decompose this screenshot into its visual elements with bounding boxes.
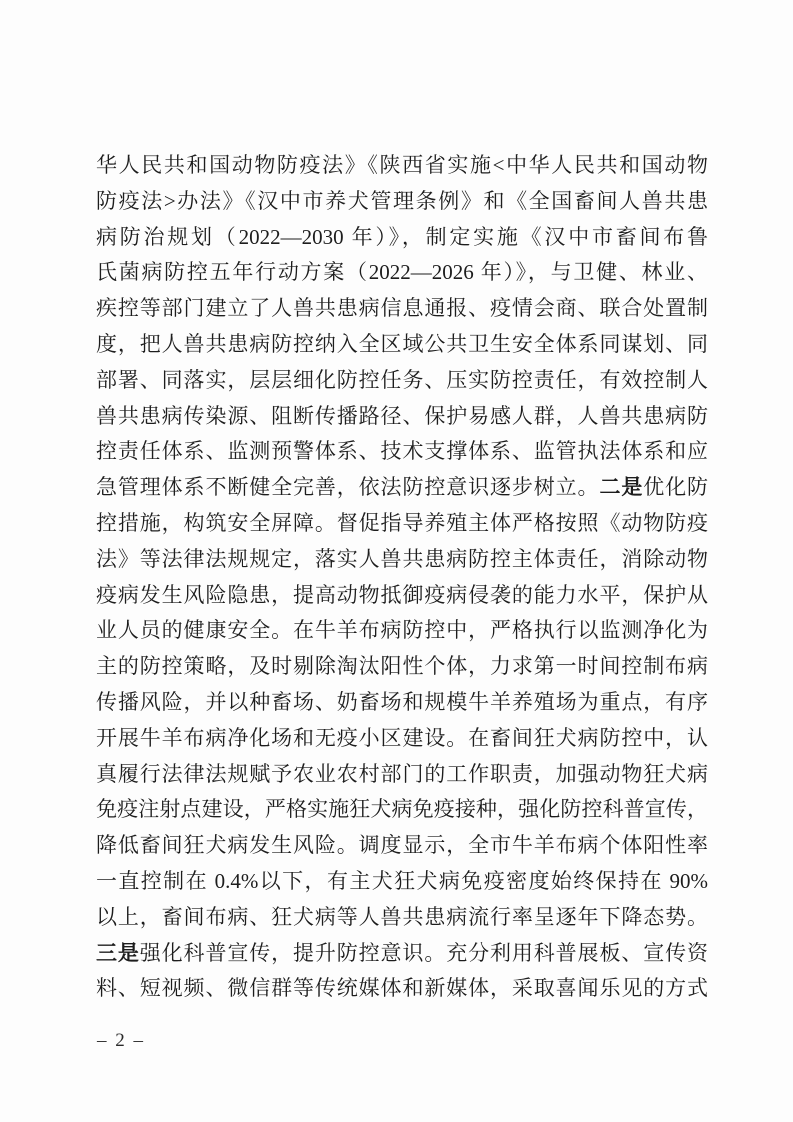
text-line — [96, 399, 708, 435]
text-line — [96, 542, 708, 578]
text-line — [96, 255, 708, 291]
text-line — [96, 721, 708, 757]
text-line — [96, 327, 708, 363]
body-text-segment: 氏菌病防控五年行动方案（2022—2026 年）》，与卫健、林业、 — [96, 260, 708, 285]
text-line — [96, 434, 708, 470]
body-text-segment: 传播风险，并以种畜场、奶畜场和规模牛羊养殖场为重点，有序 — [96, 689, 708, 714]
text-line — [96, 506, 708, 542]
body-text-segment: 急管理体系不断健全完善，依法防控意识逐步树立。 — [96, 475, 600, 500]
text-line — [96, 757, 708, 793]
body-text-segment: 部署、同落实，层层细化防控任务、压实防控责任，有效控制人 — [96, 367, 708, 392]
body-text-segment: 一直控制在 0.4%以下，有主犬狂犬病免疫密度始终保持在 90% — [96, 868, 708, 893]
text-line — [96, 685, 708, 721]
text-line — [96, 184, 708, 220]
emphasis-lead-in: 二是 — [599, 475, 644, 500]
body-text-segment: 防疫法>办法》《汉中市养犬管理条例》和《全国畜间人兽共患 — [96, 188, 708, 213]
body-text-segment: 开展牛羊布病净化场和无疫小区建设。在畜间狂犬病防控中，认 — [96, 725, 708, 750]
body-text-segment: 控措施，构筑安全屏障。督促指导养殖主体严格按照《动物防疫 — [96, 510, 708, 535]
body-text-segment: 强化科普宣传，提升防控意识。充分利用科普展板、宣传资 — [139, 940, 709, 965]
body-text-segment: 控责任体系、监测预警体系、技术支撑体系、监管执法体系和应 — [96, 439, 708, 464]
body-text-segment: 主的防控策略，及时剔除淘汰阳性个体，力求第一时间控制布病 — [96, 654, 708, 679]
body-text-segment: 法》等法律法规规定，落实人兽共患病防控主体责任，消除动物 — [96, 546, 708, 571]
text-line — [96, 578, 708, 614]
text-line — [96, 291, 708, 327]
body-text-segment: 降低畜间狂犬病发生风险。调度显示，全市牛羊布病个体阳性率 — [96, 833, 708, 858]
text-line — [96, 900, 708, 936]
body-text-segment: 以上，畜间布病、狂犬病等人兽共患病流行率呈逐年下降态势。 — [96, 904, 708, 929]
text-line — [96, 148, 708, 184]
body-text-segment: 免疫注射点建设，严格实施狂犬病免疫接种，强化防控科普宣传， — [96, 797, 708, 822]
body-text-segment: 疾控等部门建立了人兽共患病信息通报、疫情会商、联合处置制 — [96, 296, 708, 321]
body-text-segment: 料、短视频、微信群等传统媒体和新媒体，采取喜闻乐见的方式 — [96, 976, 708, 1001]
body-text-segment: 兽共患病传染源、阻断传播路径、保护易感人群，人兽共患病防 — [96, 403, 708, 428]
emphasis-lead-in: 三是 — [96, 940, 140, 965]
text-line — [96, 220, 708, 256]
text-line — [96, 936, 708, 972]
text-line — [96, 828, 708, 864]
text-line — [96, 971, 708, 1007]
text-line — [96, 792, 708, 828]
body-text — [96, 148, 708, 1007]
body-text-segment: 疫病发生风险隐患，提高动物抵御疫病侵袭的能力水平，保护从 — [96, 582, 708, 607]
body-text-segment: 度，把人兽共患病防控纳入全区域公共卫生安全体系同谋划、同 — [96, 331, 708, 356]
text-line — [96, 470, 708, 506]
body-text-segment: 优化防 — [643, 475, 709, 500]
text-line — [96, 613, 708, 649]
body-text-segment: 业人员的健康安全。在牛羊布病防控中，严格执行以监测净化为 — [96, 618, 708, 643]
page-number: – 2 – — [97, 1030, 145, 1051]
body-text-segment: 华人民共和国动物防疫法》《陕西省实施<中华人民共和国动物 — [96, 153, 708, 177]
body-text-segment: 真履行法律法规赋予农业农村部门的工作职责，加强动物狂犬病 — [96, 761, 708, 786]
text-line — [96, 864, 708, 900]
text-line — [96, 649, 708, 685]
body-text-segment: 病防治规划（2022—2030 年）》，制定实施《汉中市畜间布鲁 — [96, 224, 708, 249]
text-line — [96, 363, 708, 399]
